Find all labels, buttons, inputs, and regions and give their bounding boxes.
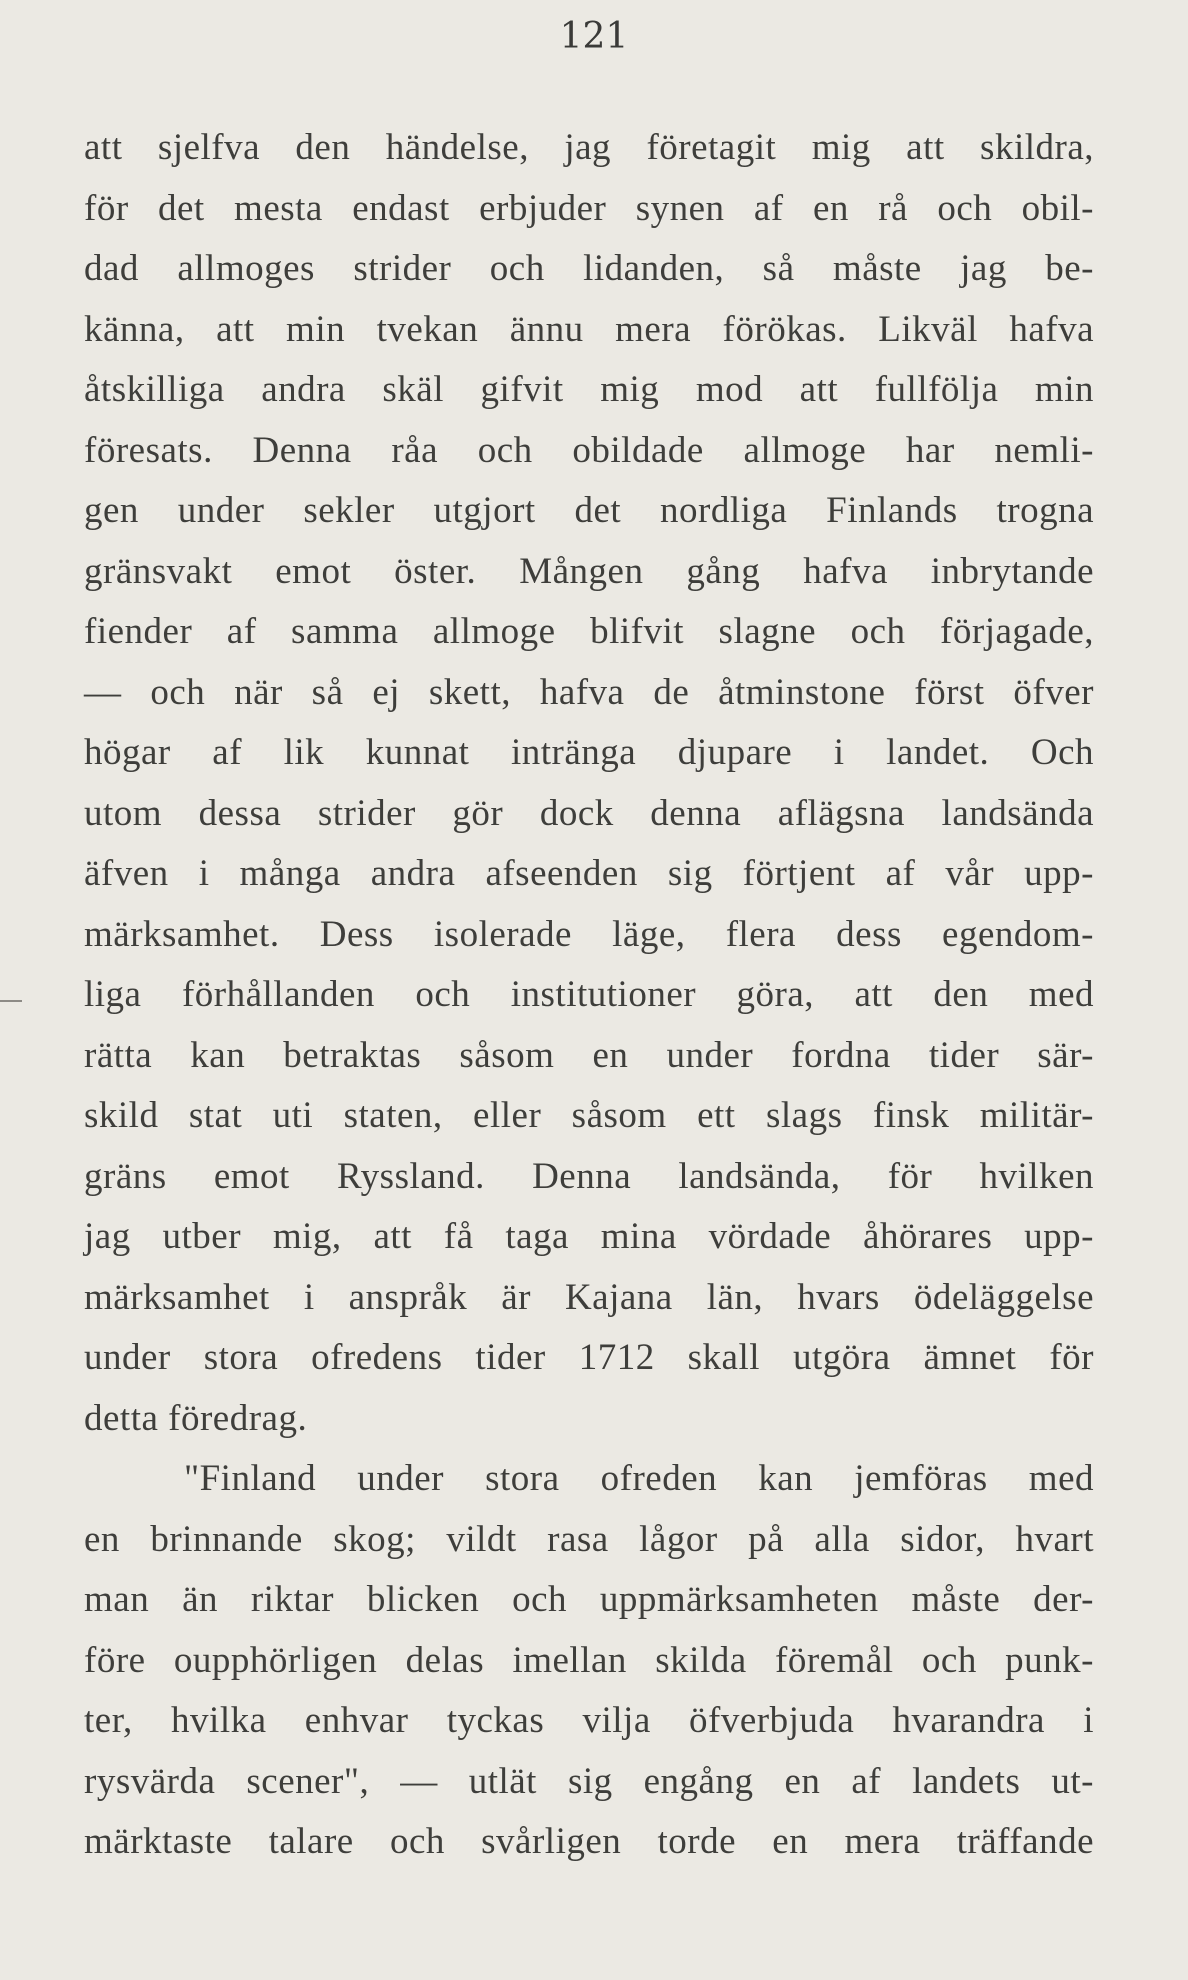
text-line: märksamhet. Dess isolerade läge, flera dess egendom- — [84, 913, 1094, 955]
text-line: känna, att min tvekan ännu mera förökas. Likväl hafva — [84, 308, 1094, 350]
body-text — [84, 118, 1094, 1873]
text-line: liga förhållanden och institutioner göra, att den med — [84, 974, 1094, 1015]
text-line: gräns emot Ryssland. Denna landsända, för hvilken — [84, 1155, 1094, 1197]
text-line: — och när så ej skett, hafva de åtminstone först öfver — [84, 671, 1094, 713]
text-line: utom dessa strider gör dock denna aflägsna landsända — [84, 792, 1094, 834]
text-line: rätta kan betraktas såsom en under fordna tider sär- — [84, 1034, 1094, 1076]
margin-mark — [0, 1000, 22, 1002]
text-line: märksamhet i anspråk är Kajana län, hvars ödeläggelse — [84, 1276, 1094, 1318]
text-line: gränsvakt emot öster. Mången gång hafva inbrytande — [84, 550, 1094, 592]
text-line: för det mesta endast erbjuder synen af en rå och obil- — [84, 187, 1094, 229]
text-line: gen under sekler utgjort det nordliga Finlands trogna — [84, 490, 1094, 531]
text-line: att sjelfva den händelse, jag företagit mig att skildra, — [84, 127, 1094, 168]
page-number: 121 — [559, 16, 629, 57]
text-line: man än riktar blicken och uppmärksamheten måste der- — [84, 1579, 1094, 1620]
text-line: dad allmoges strider och lidanden, så måste jag be- — [84, 248, 1094, 289]
text-line: jag utber mig, att få taga mina vördade åhörares upp- — [84, 1216, 1094, 1257]
text-line: högar af lik kunnat intränga djupare i landet. Och — [84, 732, 1094, 773]
text-line: detta föredrag. — [84, 1397, 308, 1439]
text-line: skild stat uti staten, eller såsom ett slags finsk militär- — [84, 1095, 1094, 1136]
text-line: "Finland under stora ofreden kan jemföras med — [184, 1458, 1094, 1499]
text-line: äfven i många andra afseenden sig förtjent af vår upp- — [84, 853, 1094, 894]
text-line: ter, hvilka enhvar tyckas vilja öfverbjuda hvarandra i — [84, 1700, 1094, 1741]
text-line: under stora ofredens tider 1712 skall utgöra ämnet för — [84, 1337, 1094, 1378]
text-line: rysvärda scener", — utlät sig engång en af landets ut- — [84, 1760, 1094, 1802]
text-line: åtskilliga andra skäl gifvit mig mod att fullfölja min — [84, 369, 1094, 410]
text-line: en brinnande skog; vildt rasa lågor på alla sidor, hvart — [84, 1518, 1094, 1560]
text-line: fiender af samma allmoge blifvit slagne och förjagade, — [84, 611, 1094, 652]
text-line: före oupphörligen delas imellan skilda föremål och punk- — [84, 1639, 1094, 1681]
text-line: föresats. Denna råa och obildade allmoge har nemli- — [84, 429, 1094, 471]
text-line: märktaste talare och svårligen torde en mera träffande — [84, 1821, 1094, 1862]
